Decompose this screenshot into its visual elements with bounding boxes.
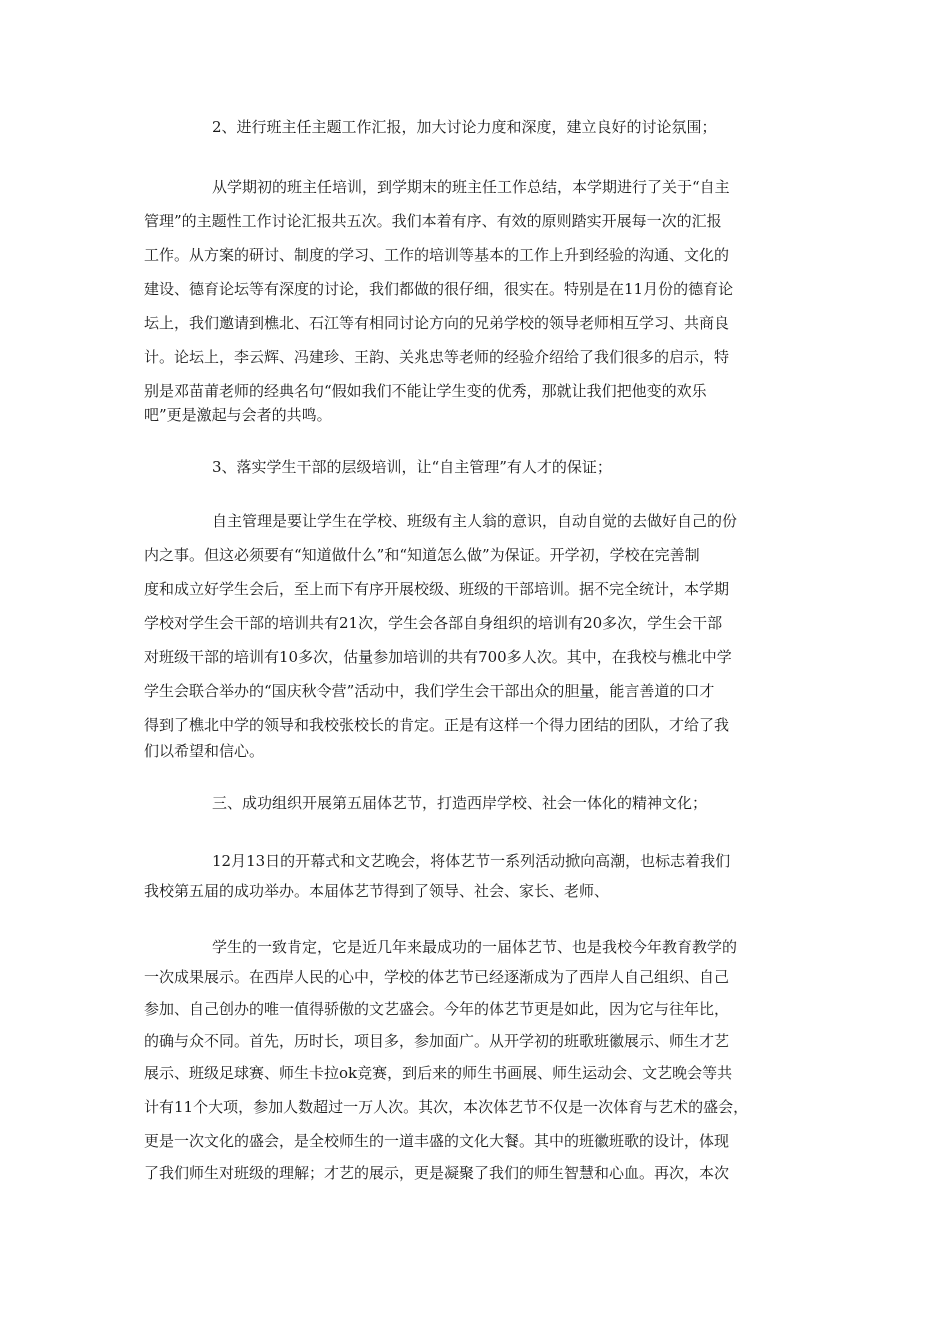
- paragraph-line: 吧”更是激起与会者的共鸣。: [144, 406, 332, 424]
- paragraph-line: 一次成果展示。在西岸人民的心中，学校的体艺节已经逐渐成为了西岸人自己组织、自己: [144, 968, 730, 986]
- paragraph-line: 的确与众不同。首先，历时长，项目多，参加面广。从开学初的班歌班徽展示、师生才艺: [144, 1032, 730, 1050]
- section-heading-3: 3、落实学生干部的层级培训，让“自主管理”有人才的保证；: [212, 458, 612, 476]
- paragraph-line: 别是邓苗莆老师的经典名句“假如我们不能让学生变的优秀，那就让我们把他变的欢乐: [144, 382, 707, 400]
- paragraph-line: 度和成立好学生会后，至上而下有序开展校级、班级的干部培训。据不完全统计，本学期: [144, 580, 730, 598]
- section-heading-2: 2、进行班主任主题工作汇报，加大讨论力度和深度，建立良好的讨论氛围；: [212, 118, 717, 136]
- paragraph-line: 我校第五届的成功举办。本届体艺节得到了领导、社会、家长、老师、: [144, 882, 610, 900]
- paragraph-line: 学校对学生会干部的培训共有21次，学生会各部自身组织的培训有20多次，学生会干部: [144, 614, 723, 632]
- paragraph-line: 内之事。但这必须要有“知道做什么”和“知道怎么做”为保证。开学初，学校在完善制: [144, 546, 700, 564]
- paragraph-line: 管理”的主题性工作讨论汇报共五次。我们本着有序、有效的原则踏实开展每一次的汇报: [144, 212, 722, 230]
- paragraph-line: 学生会联合举办的“国庆秋令营”活动中，我们学生会干部出众的胆量，能言善道的口才: [144, 682, 715, 700]
- paragraph-line: 计有11个大项，参加人数超过一万人次。其次，本次体艺节不仅是一次体育与艺术的盛会，: [144, 1098, 749, 1116]
- paragraph-line: 得到了樵北中学的领导和我校张校长的肯定。正是有这样一个得力团结的团队，才给了我: [144, 716, 730, 734]
- paragraph-line: 更是一次文化的盛会，是全校师生的一道丰盛的文化大餐。其中的班徽班歌的设计，体现: [144, 1132, 730, 1150]
- paragraph-line: 从学期初的班主任培训，到学期末的班主任工作总结，本学期进行了关于“自主: [212, 178, 730, 196]
- section-heading-three: 三、成功组织开展第五届体艺节，打造西岸学校、社会一体化的精神文化；: [212, 794, 708, 812]
- paragraph-line: 们以希望和信心。: [144, 742, 265, 760]
- paragraph-line: 12月13日的开幕式和文艺晚会，将体艺节一系列活动掀向高潮，也标志着我们: [212, 852, 731, 870]
- paragraph-line: 学生的一致肯定，它是近几年来最成功的一届体艺节、也是我校今年教育教学的: [212, 938, 738, 956]
- paragraph-line: 建设、德育论坛等有深度的讨论，我们都做的很仔细，很实在。特别是在11月份的德育论: [144, 280, 734, 298]
- paragraph-line: 参加、自己创办的唯一值得骄傲的文艺盛会。今年的体艺节更是如此，因为它与往年比，: [144, 1000, 730, 1018]
- paragraph-line: 工作。从方案的研讨、制度的学习、工作的培训等基本的工作上升到经验的沟通、文化的: [144, 246, 730, 264]
- paragraph-line: 对班级干部的培训有10多次，估量参加培训的共有700多人次。其中，在我校与樵北中学: [144, 648, 732, 666]
- paragraph-line: 计。论坛上，李云辉、冯建珍、王韵、关兆忠等老师的经验介绍给了我们很多的启示，特: [144, 348, 730, 366]
- paragraph-line: 坛上，我们邀请到樵北、石江等有相同讨论方向的兄弟学校的领导老师相互学习、共商良: [144, 314, 730, 332]
- paragraph-line: 展示、班级足球赛、师生卡拉ok竞赛，到后来的师生书画展、师生运动会、文艺晚会等共: [144, 1064, 733, 1082]
- paragraph-line: 自主管理是要让学生在学校、班级有主人翁的意识，自动自觉的去做好自己的份: [212, 512, 738, 530]
- paragraph-line: 了我们师生对班级的理解；才艺的展示，更是凝聚了我们的师生智慧和心血。再次，本次: [144, 1164, 730, 1182]
